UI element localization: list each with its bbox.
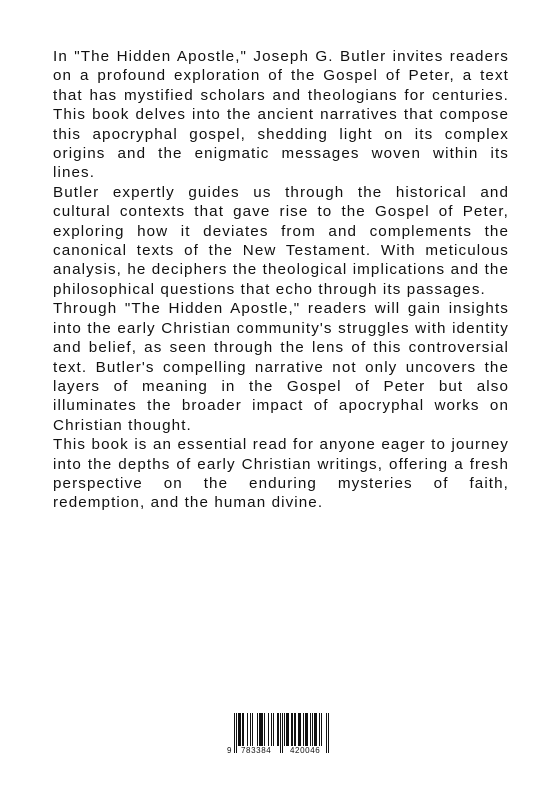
barcode-bar [239,713,240,746]
barcode-bar [316,713,317,746]
barcode-bar [268,713,269,746]
barcode-bar [288,713,289,746]
barcode-digits [226,746,334,756]
barcode-bar [250,713,251,746]
barcode-bar [298,713,299,746]
barcode-bar [315,713,316,746]
barcode-bar [294,713,295,746]
barcode-bar [306,713,307,746]
barcode-bar [240,713,241,746]
barcode-left-group: 783384 [241,746,272,755]
barcode-bar [261,713,262,746]
barcode-right-group: 420046 [290,746,321,755]
barcode-bar [243,713,244,746]
barcode-bar [314,713,315,746]
barcode-bar [300,713,301,746]
barcode-bar [303,713,304,746]
barcode-bar [271,713,272,746]
barcode-bar [264,713,265,746]
barcode-bar [291,713,292,746]
barcode-bar [305,713,306,746]
barcode-bar [312,713,313,746]
description-paragraph-3: Through "The Hidden Apostle," readers will gain insights into the early Christian community's struggles with identity and belief, as seen through the lens of this controversial text. Butler's compelling narrative not only uncovers the layers of meaning in the Gospel of Peter but also illuminates the broader impact of apocryphal works on Christian thought. [53,300,509,434]
barcode-lead-digit: 9 [227,746,232,755]
book-description [53,47,509,513]
barcode-bar [321,713,322,746]
barcode-bar [307,713,308,746]
barcode-bar [273,713,274,746]
description-paragraph-2: Butler expertly guides us through the historical and cultural contexts that gave rise to the Gospel of Peter, exploring how it deviates from and complements the canonical texts of the New Testament. With meticulous analysis, he deciphers the theological implications and the philosophical questions that echo through its passages. [53,183,509,298]
description-paragraph-1: In "The Hidden Apostle," Joseph G. Butler invites readers on a profound exploration of the Gospel of Peter, a text that has mystified scholars and theologians for centuries. This book delves into the ancient narratives that compose this apocryphal gospel, shedding light on its complex origins and the enigmatic messages woven within its lines. [53,48,509,182]
isbn-barcode [226,713,334,755]
barcode-bar [278,713,279,746]
barcode-bar [310,713,311,746]
barcode-bar [295,713,296,746]
barcode-bar [247,713,248,746]
barcode-bar [262,713,263,746]
barcode-bar [284,713,285,746]
barcode-bar [257,713,258,746]
barcode-bar [238,713,239,746]
barcode-bar [292,713,293,746]
barcode-bar [259,713,260,746]
barcode-bar [252,713,253,746]
barcode-bar [286,713,287,746]
description-paragraph-4: This book is an essential read for anyone eager to journey into the depths of early Christian writings, offering a fresh perspective on the enduring mysteries of faith, redemption, and the human divine. [53,436,509,512]
barcode-bar [260,713,261,746]
barcode-bar [299,713,300,746]
barcode-bar [319,713,320,746]
barcode-bar [277,713,278,746]
barcode-bar [287,713,288,746]
barcode-bar [242,713,243,746]
